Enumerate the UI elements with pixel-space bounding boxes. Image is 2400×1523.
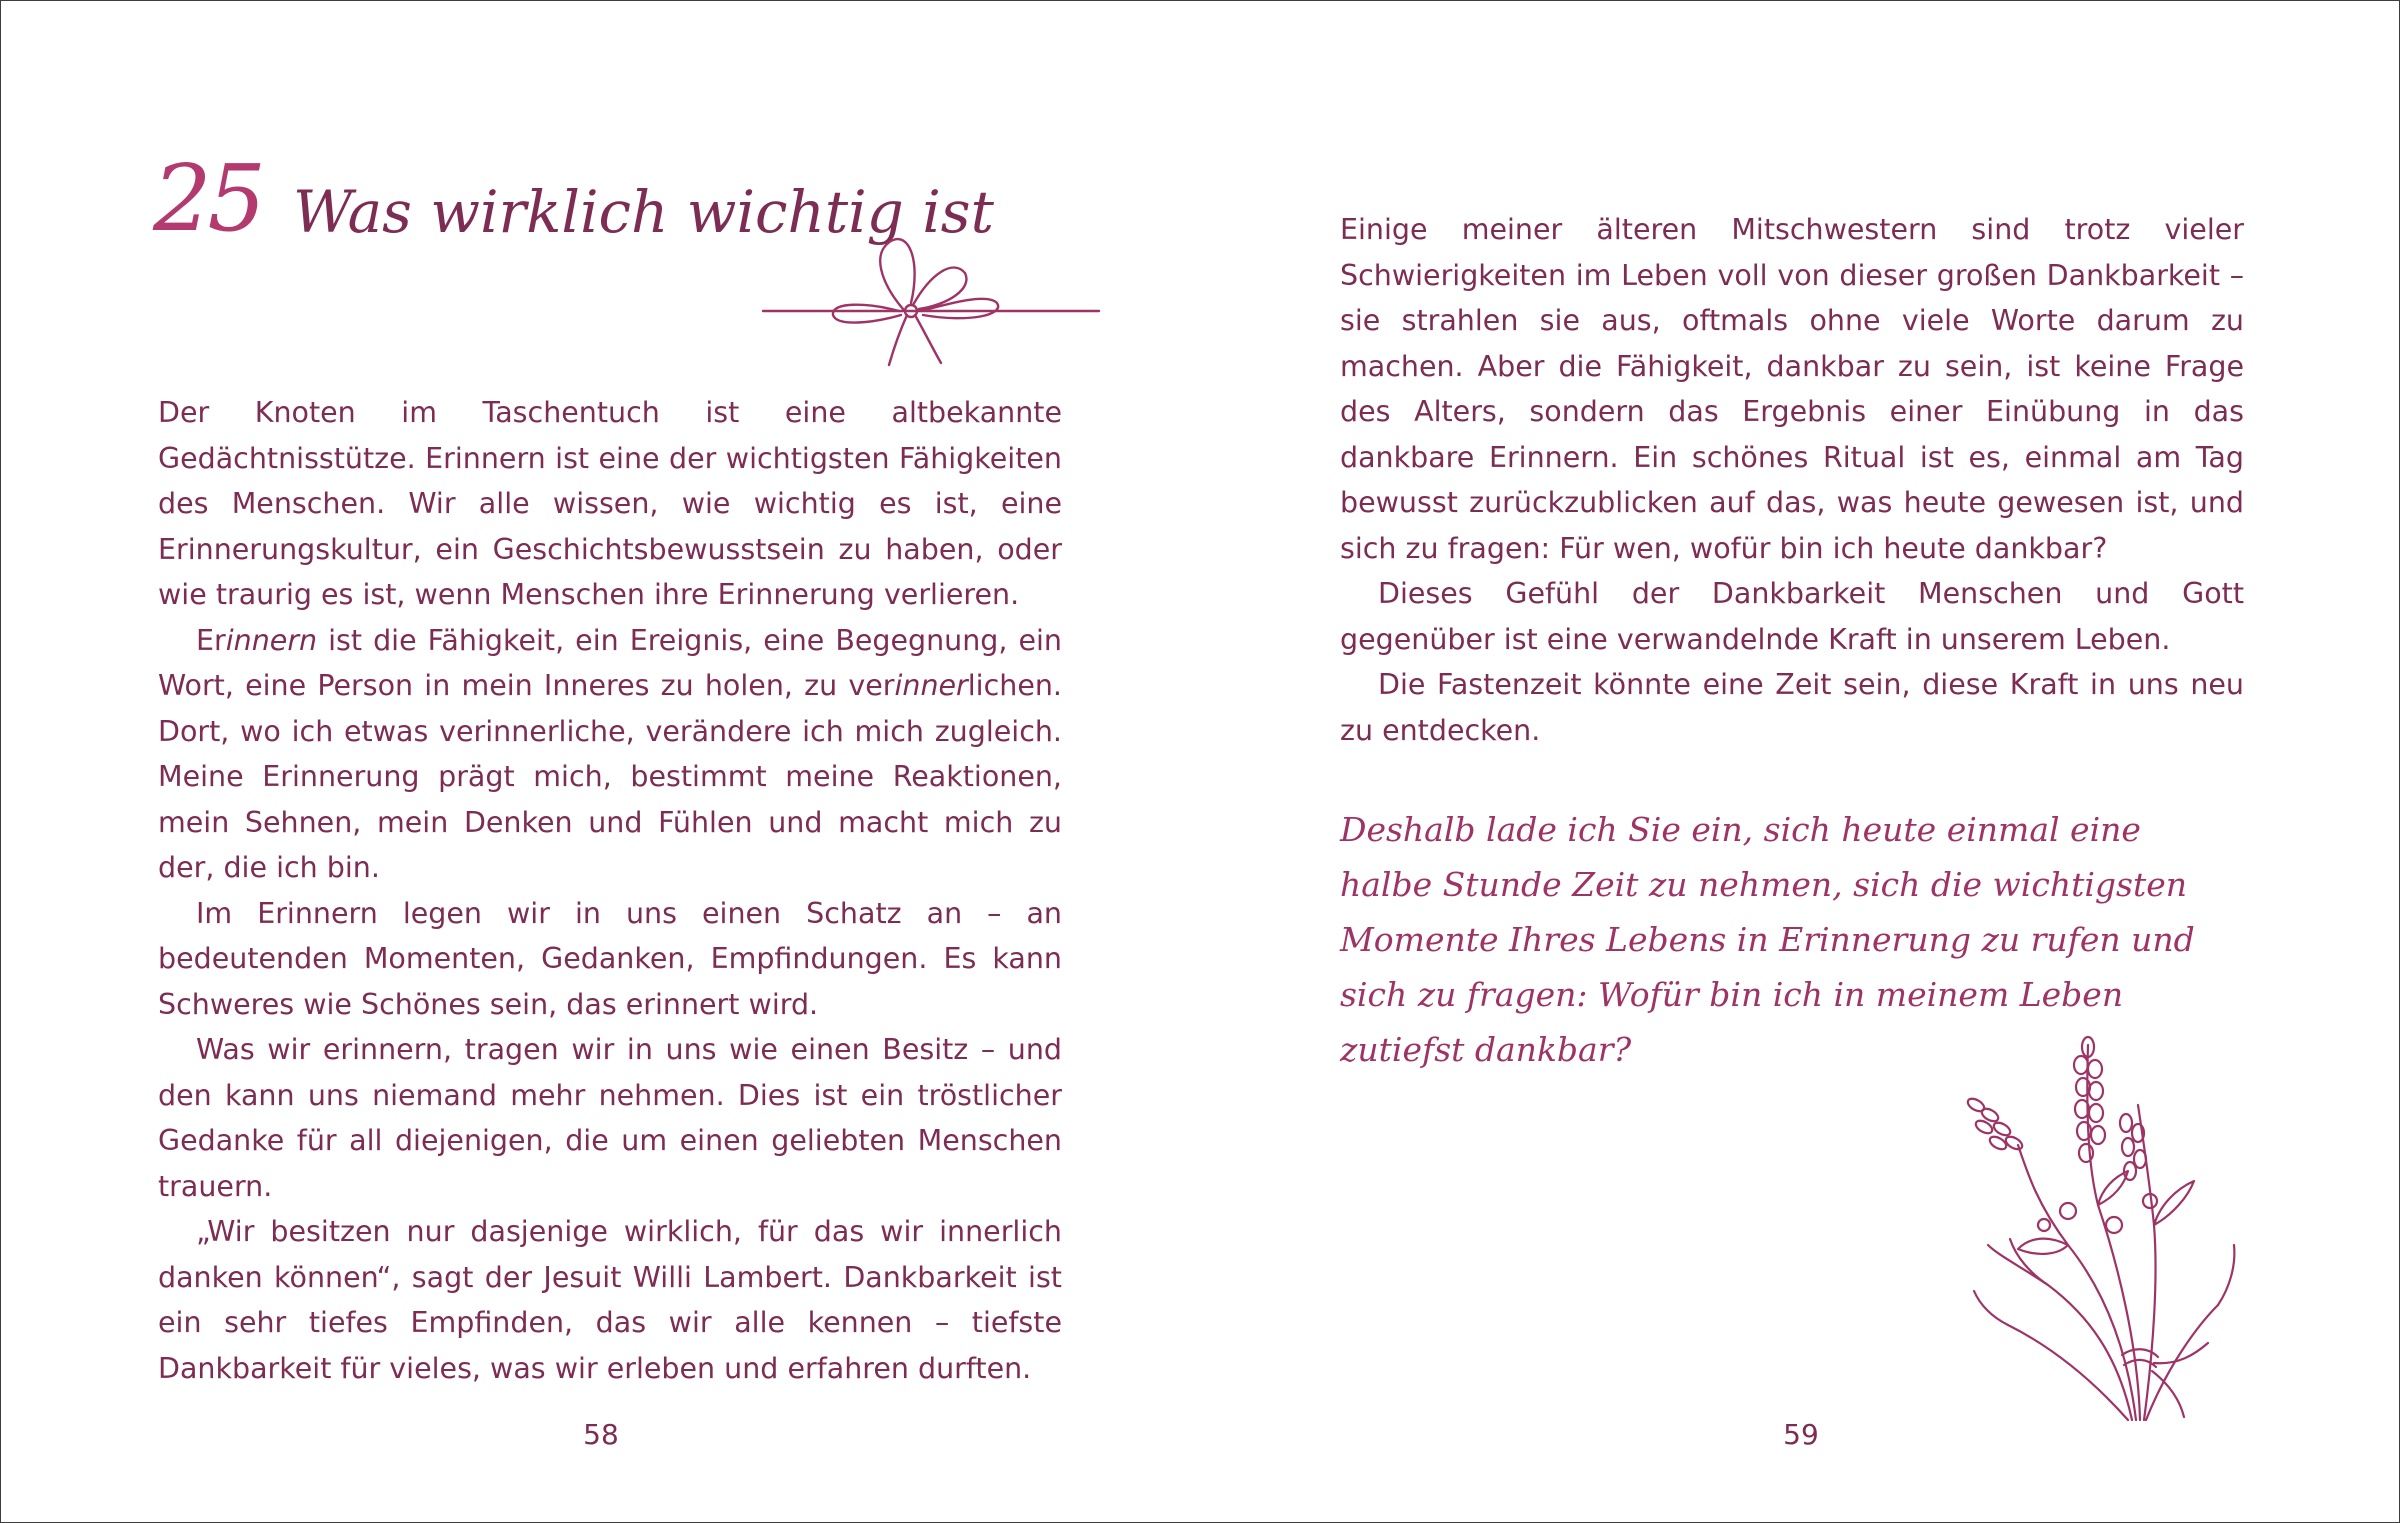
paragraph: Dieses Gefühl der Dankbarkeit Menschen und Gott gegenüber ist eine verwandelnde Kraft in unserem Leben. bbox=[1340, 577, 2244, 656]
page-number: 59 bbox=[1783, 1418, 1819, 1451]
paragraph: Die Fastenzeit könnte eine Zeit sein, diese Kraft in uns neu zu entdecken. bbox=[1340, 668, 2244, 747]
lavender-bouquet-icon bbox=[1918, 1025, 2258, 1425]
paragraph: „Wir besitzen nur dasjenige wirklich, für das wir innerlich danken können“, sagt der Jesuit Willi Lambert. Dankbarkeit ist ein sehr tiefes Empfinden, das wir alle kennen – tiefste Dankbarkeit für vieles, was wir erleben und erfahren durften. bbox=[158, 1215, 1062, 1385]
left-body-text bbox=[158, 390, 1062, 1391]
paragraph: Was wir erinnern, tragen wir in uns wie einen Besitz – und den kann uns niemand mehr nehmen. Dies ist ein tröstlicher Gedanke für all diejenigen, die um einen geliebten Menschen trauern. bbox=[158, 1033, 1062, 1203]
page-number: 58 bbox=[583, 1418, 619, 1451]
paragraph: Einige meiner älteren Mitschwestern sind trotz vieler Schwierigkeiten im Leben voll von dieser großen Dankbarkeit – sie strahlen sie aus, oftmals ohne viele Worte darum zu machen. Aber die Fähigkeit, dankbar zu sein, ist keine Frage des Alters, sondern das Ergebnis einer Einübung in das dankbare Erinnern. Ein schönes Ritual ist es, einmal am Tag bewusst zurückzublicken auf das, was heute gewesen ist, und sich zu fragen: Für wen, wofür bin ich heute dankbar? bbox=[1340, 213, 2244, 565]
paragraph: Der Knoten im Taschentuch ist eine altbekannte Gedächtnisstütze. Erinnern ist eine der wichtigsten Fähigkeiten des Menschen. Wir alle wissen, wie wichtig es ist, eine Erinnerungskultur, ein Geschichtsbewusstsein zu haben, oder wie traurig es ist, wenn Menschen ihre Erinnerung verlieren. bbox=[158, 396, 1062, 611]
right-body-text bbox=[1340, 207, 2244, 753]
left-page bbox=[1, 1, 1200, 1522]
ribbon-bow-icon bbox=[761, 233, 1101, 373]
paragraph: Erinnern ist die Fähigkeit, ein Ereignis, eine Begegnung, ein Wort, eine Person in mein Inneres zu holen, zu verinnerlichen. Dort, wo ich etwas verinnerliche, verändere ich mich zugleich. Meine Erinnerung prägt mich, bestimmt meine Reaktionen, mein Sehnen, mein Denken und Fühlen und macht mich zu der, die ich bin. bbox=[158, 623, 1062, 884]
paragraph: Im Erinnern legen wir in uns einen Schatz an – an bedeutenden Momenten, Gedanken, Empfindungen. Es kann Schweres wie Schönes sein, das erinnert wird. bbox=[158, 896, 1062, 1021]
callout-quote: Deshalb lade ich Sie ein, sich heute einmal eine halbe Stunde Zeit zu nehmen, sich die wichtigsten Momente Ihres Lebens in Erinnerung zu rufen und sich zu fragen: Wofür bin ich in meinem Leben zutiefst dankbar? bbox=[1340, 810, 2195, 1069]
chapter-number: 25 bbox=[153, 145, 263, 252]
chapter-title: Was wirklich wichtig ist bbox=[293, 178, 994, 246]
right-page bbox=[1200, 1, 2399, 1522]
